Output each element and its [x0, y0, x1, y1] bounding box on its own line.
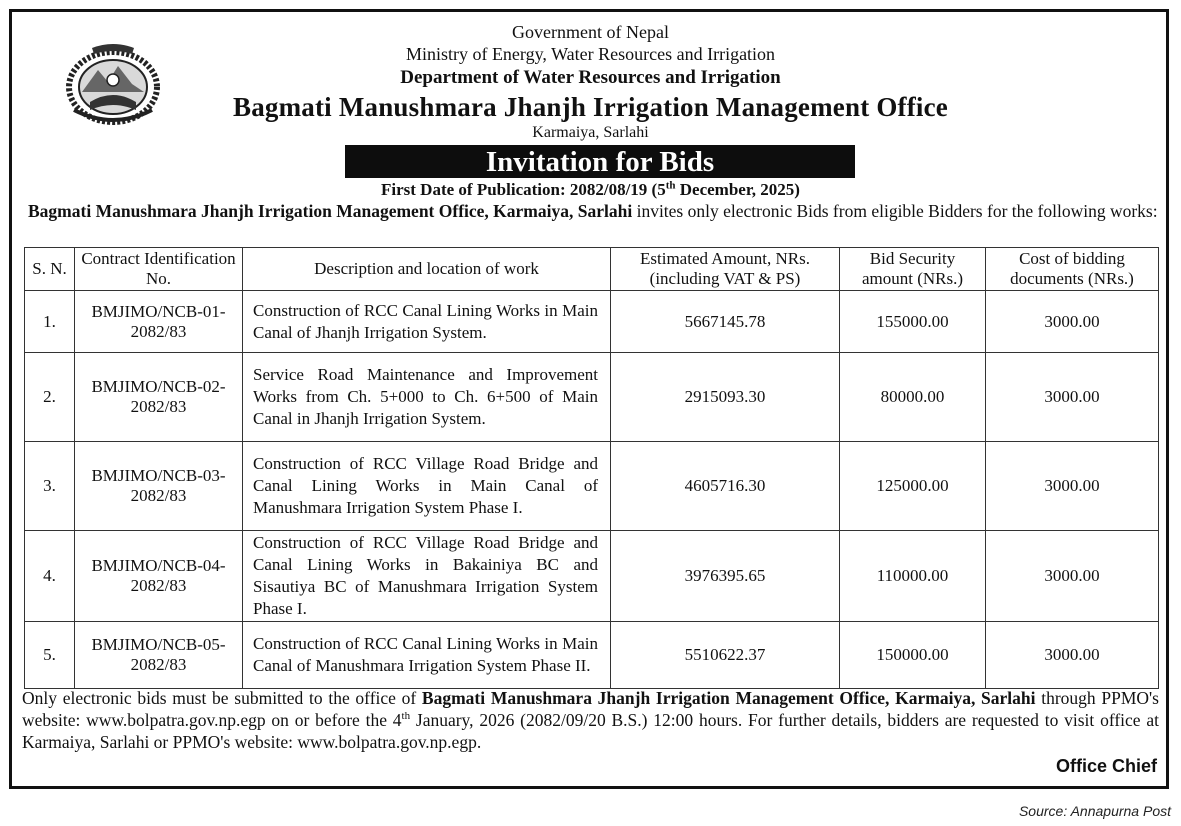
row-bid-security: 125000.00 — [840, 442, 986, 531]
office-title: Bagmati Manushmara Jhanjh Irrigation Management Office — [232, 92, 948, 122]
row-description: Service Road Maintenance and Improvement Works from Ch. 5+000 to Ch. 6+500 of Main Canal in Jhanjh Irrigation System. — [243, 353, 611, 442]
row-sn: 4. — [25, 531, 75, 622]
table-header-row — [25, 248, 1159, 291]
row-document-cost: 3000.00 — [986, 531, 1159, 622]
source-credit: Source: Annapurna Post — [1018, 803, 1171, 819]
row-estimated-amount: 5667145.78 — [611, 291, 840, 353]
table-row — [25, 531, 1159, 622]
header-bid-security: Bid Security amount (NRs.) — [840, 248, 986, 291]
row-document-cost: 3000.00 — [986, 291, 1159, 353]
ministry-line: Ministry of Energy, Water Resources and Irrigation — [405, 44, 776, 64]
department-line: Department of Water Resources and Irrigation — [400, 67, 781, 88]
table-row — [25, 291, 1159, 353]
header-description: Description and location of work — [243, 248, 611, 291]
row-estimated-amount: 5510622.37 — [611, 622, 840, 689]
row-description: Construction of RCC Canal Lining Works in Main Canal of Jhanjh Irrigation System. — [243, 291, 611, 353]
header-sn: S. N. — [25, 248, 75, 291]
row-bid-security: 150000.00 — [840, 622, 986, 689]
bids-table — [24, 247, 1159, 689]
intro-office-name: Bagmati Manushmara Jhanjh Irrigation Management Office, Karmaiya, Sarlahi — [28, 201, 633, 221]
row-contract-id: BMJIMO/NCB-05-2082/83 — [75, 622, 243, 689]
submission-instructions: Only electronic bids must be submitted to the office of Bagmati Manushmara Jhanjh Irrigation Management Office, Karmaiya, Sarlahi through PPMO's website: www.bolpatra.gov.np.egp on or before the 4th January, 2026 (2082/09/20 B.S.) 12:00 hours. For further details, bidders are requested to visit office at Karmaiya, Sarlahi or PPMO's website: www.bolpatra.gov.np.egp. — [22, 688, 1159, 752]
row-estimated-amount: 3976395.65 — [611, 531, 840, 622]
row-bid-security: 110000.00 — [840, 531, 986, 622]
header-document-cost: Cost of bidding documents (NRs.) — [986, 248, 1159, 291]
office-location: Karmaiya, Sarlahi — [532, 124, 649, 141]
publication-date: First Date of Publication: 2082/08/19 (5th December, 2025) — [381, 179, 800, 199]
row-description: Construction of RCC Village Road Bridge and Canal Lining Works in Main Canal of Manushmara Irrigation System Phase I. — [243, 442, 611, 531]
row-contract-id: BMJIMO/NCB-03-2082/83 — [75, 442, 243, 531]
row-document-cost: 3000.00 — [986, 622, 1159, 689]
signature-office-chief: Office Chief — [1055, 756, 1157, 776]
row-contract-id: BMJIMO/NCB-01-2082/83 — [75, 291, 243, 353]
invitation-banner: Invitation for Bids — [345, 145, 855, 178]
row-sn: 5. — [25, 622, 75, 689]
row-document-cost: 3000.00 — [986, 353, 1159, 442]
header-estimated-amount: Estimated Amount, NRs. (including VAT & PS) — [611, 248, 840, 291]
row-description: Construction of RCC Canal Lining Works in Main Canal of Manushmara Irrigation System Phase II. — [243, 622, 611, 689]
table-row — [25, 442, 1159, 531]
row-bid-security: 80000.00 — [840, 353, 986, 442]
government-line: Government of Nepal — [512, 22, 669, 42]
row-sn: 2. — [25, 353, 75, 442]
row-contract-id: BMJIMO/NCB-02-2082/83 — [75, 353, 243, 442]
row-description: Construction of RCC Village Road Bridge and Canal Lining Works in Bakainiya BC and Sisautiya BC of Manushmara Irrigation System Phase I. — [243, 531, 611, 622]
row-bid-security: 155000.00 — [840, 291, 986, 353]
table-row — [25, 353, 1159, 442]
row-document-cost: 3000.00 — [986, 442, 1159, 531]
row-sn: 1. — [25, 291, 75, 353]
table-row — [25, 622, 1159, 689]
row-estimated-amount: 4605716.30 — [611, 442, 840, 531]
row-sn: 3. — [25, 442, 75, 531]
header-contract-id: Contract Identification No. — [75, 248, 243, 291]
row-estimated-amount: 2915093.30 — [611, 353, 840, 442]
row-contract-id: BMJIMO/NCB-04-2082/83 — [75, 531, 243, 622]
footer-office-name: Bagmati Manushmara Jhanjh Irrigation Management Office, Karmaiya, Sarlahi — [421, 688, 1036, 708]
intro-paragraph: Bagmati Manushmara Jhanjh Irrigation Management Office, Karmaiya, Sarlahi invites only electronic Bids from eligible Bidders for the following works: — [28, 201, 1158, 221]
